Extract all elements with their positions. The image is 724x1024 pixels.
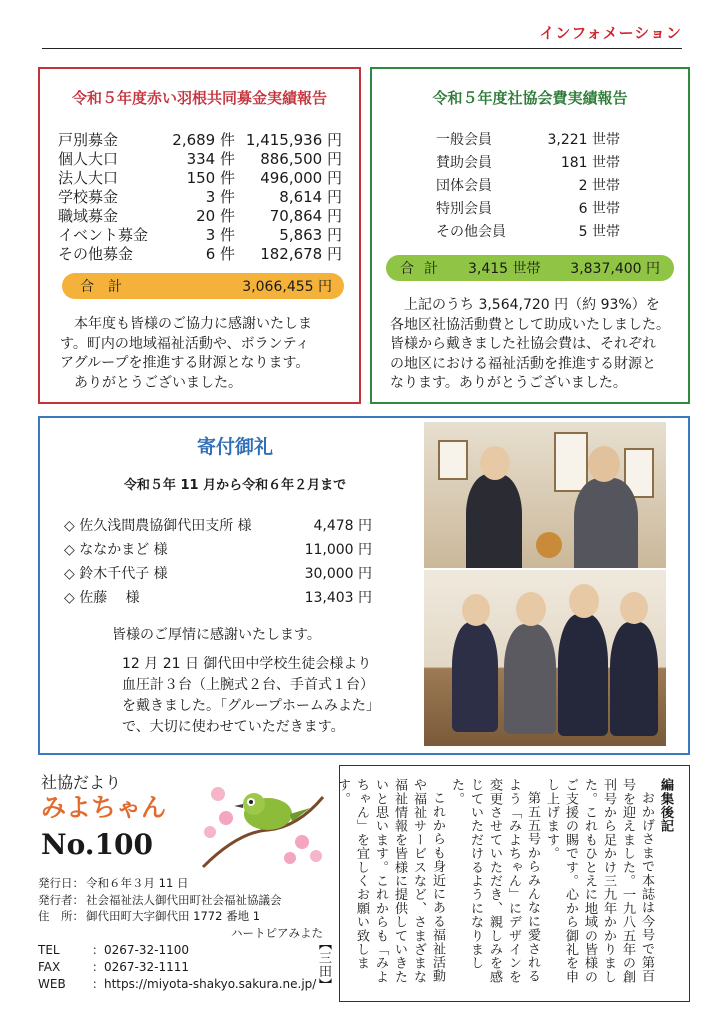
person-head (588, 446, 620, 482)
red-feather-total (62, 273, 344, 299)
colophon-value: 社会福祉法人御代田町社会福祉協議会 (86, 892, 282, 907)
person-head (516, 592, 546, 626)
row-label: 一般会員 (436, 132, 492, 148)
editor-paragraph: おかげさまで本誌は今号で第百号を迎えました。一九八五年の創刊号から足かけ三九年かかりました。これもひとえに地域の皆様のご支援の賜です。心から御礼を申し上げます。 (544, 778, 654, 984)
row-label: その他会員 (436, 224, 506, 240)
section-header-title: インフォメーション (539, 24, 682, 42)
table-row (436, 152, 620, 175)
donation-thanks-section (38, 416, 690, 755)
table-row (58, 150, 342, 169)
message-line: す。町内の地域福祉活動や、ボランティ (60, 335, 310, 352)
row-label: その他募金 (58, 245, 134, 263)
row-label: 学校募金 (58, 188, 119, 206)
contact-info (38, 942, 316, 993)
message-line: 各地区社協活動費として助成いたしました。 (390, 316, 670, 333)
table-row (58, 245, 342, 264)
row-amount: 496,000 円 (260, 169, 342, 187)
membership-total (386, 255, 674, 281)
donor-name: ◇ ななかまど 様 (64, 542, 168, 558)
total-count: 3,415 世帯 (468, 261, 541, 277)
editor-note-text (314, 778, 675, 992)
row-count: 2,689 件 (172, 131, 235, 149)
message-line: ありがとうございました。 (74, 374, 242, 391)
person-figure (610, 622, 658, 736)
bird-on-blossom-illustration (198, 772, 328, 872)
row-label: 団体会員 (436, 178, 492, 194)
colophon (38, 875, 323, 941)
editor-paragraph: 第五五号からみんなに愛されるよう「みよちゃん」にデザインを変更させていただき、親しみを感じていただけるようになりました。 (449, 778, 540, 984)
total-label: 合計 (80, 279, 136, 295)
red-feather-table (58, 131, 342, 264)
list-item (64, 562, 372, 586)
row-count: 3,221 世帯 (547, 132, 620, 148)
contact-row (38, 959, 316, 976)
editor-paragraph: これからも身近にある福祉活動や福祉サービスなど、さまざまな福祉情報を皆様に提供していきたいと思います。これからも「みよちゃん」を宜しくお願い致します。 (335, 778, 445, 984)
detail-line: 12 月 21 日 御代田中学校生徒会様より (122, 656, 372, 672)
person-figure (466, 474, 522, 568)
row-label: 法人大口 (58, 169, 119, 187)
row-count: 2 世帯 (578, 178, 620, 194)
colophon-row (38, 925, 323, 942)
row-label: 賛助会員 (436, 155, 492, 171)
contact-row (38, 976, 316, 993)
row-count: 5 世帯 (578, 224, 620, 240)
row-amount: 182,678 円 (260, 245, 342, 263)
row-count: 6 件 (205, 245, 235, 263)
row-count: 181 世帯 (560, 155, 620, 171)
list-item (64, 514, 372, 538)
colophon-key: 発行者： (38, 892, 84, 907)
donor-name: ◇ 佐久浅間農協御代田支所 様 (64, 518, 252, 534)
row-amount: 8,614 円 (279, 188, 342, 206)
colophon-value: ハートピアみよた (231, 925, 323, 940)
membership-table (436, 129, 620, 244)
contact-fax: ：0267-32-1111 (92, 960, 190, 974)
table-row (436, 221, 620, 244)
row-count: 3 件 (205, 188, 235, 206)
red-feather-title: 令和５年度赤い羽根共同募金実績報告 (71, 89, 327, 107)
row-count: 150 件 (186, 169, 235, 187)
colophon-row (38, 892, 323, 909)
message-line: の地区における福祉活動を推進する財源と (390, 355, 656, 372)
person-head (480, 446, 510, 480)
wall-frame (554, 432, 588, 492)
donation-photo-handover (424, 422, 666, 568)
colophon-key: 発行日： (38, 876, 84, 890)
table-row (58, 188, 342, 207)
membership-message (390, 296, 676, 394)
row-label: 職域募金 (58, 207, 119, 225)
donation-photo-group (424, 570, 666, 746)
contact-tel: ：0267-32-1100 (92, 943, 190, 957)
table-row (436, 198, 620, 221)
person-figure (558, 614, 608, 736)
donor-amount: 4,478 円 (313, 518, 372, 534)
flower-vase (536, 532, 562, 558)
donor-amount: 11,000 円 (304, 542, 372, 558)
message-line: 上記のうち 3,564,720 円（約 93%）を (404, 297, 660, 313)
donor-name: ◇ 佐藤 様 (64, 590, 140, 606)
contact-row (38, 942, 316, 959)
person-figure (574, 478, 638, 568)
message-line: アグループを推進する財源となります。 (60, 355, 310, 371)
message-line: 皆様から戴きました社協会費は、それぞれ (390, 336, 656, 352)
red-feather-message (60, 315, 345, 393)
total-amount: 3,066,455 円 (242, 279, 332, 295)
newsletter-name: みよちゃん (41, 793, 167, 822)
list-item (64, 586, 372, 610)
header-rule (42, 48, 682, 49)
membership-report (370, 67, 690, 404)
person-head (620, 592, 648, 624)
donor-list (64, 514, 372, 610)
issue-number: No.100 (41, 828, 153, 861)
editor-note (316, 765, 690, 1002)
table-row (58, 169, 342, 188)
row-amount: 886,500 円 (260, 150, 342, 168)
donation-title: 寄付御礼 (196, 436, 273, 458)
editor-note-title: 編集後記 (658, 778, 673, 833)
donor-name: ◇ 鈴木千代子 様 (64, 566, 168, 582)
row-amount: 5,863 円 (279, 226, 342, 244)
total-amount: 3,837,400 円 (570, 261, 660, 277)
donation-detail (122, 654, 380, 738)
message-line: なります。ありがとうございました。 (390, 375, 627, 391)
list-item (64, 538, 372, 562)
total-label: 合計 (400, 261, 448, 277)
colophon-row (38, 908, 323, 925)
contact-key: WEB (38, 977, 66, 991)
row-amount: 70,864 円 (269, 207, 342, 225)
detail-line: 血圧計３台（上腕式２台、手首式１台） (122, 677, 374, 693)
donation-thanks: 皆様のご厚情に感謝いたします。 (112, 627, 321, 643)
contact-key: FAX (38, 960, 61, 974)
table-row (58, 226, 342, 245)
donation-period: 令和５年 11 月から令和６年２月まで (123, 478, 347, 493)
row-amount: 1,415,936 円 (245, 131, 342, 149)
editor-signature: 【三田】 (316, 937, 331, 992)
colophon-value: 令和６年３月 11 日 (86, 876, 189, 890)
table-row (436, 129, 620, 152)
contact-key: TEL (38, 943, 60, 957)
row-count: 3 件 (205, 226, 235, 244)
colophon-key: 住 所： (38, 909, 84, 923)
row-count: 6 世帯 (578, 201, 620, 217)
colophon-row (38, 875, 323, 892)
wall-frame (438, 440, 468, 480)
contact-web: ：https://miyota-shakyo.sakura.ne.jp/ (92, 977, 317, 991)
colophon-value: 御代田町大字御代田 1772 番地 1 (86, 909, 261, 923)
red-feather-report (38, 67, 361, 404)
row-label: 戸別募金 (58, 131, 119, 149)
table-row (58, 207, 342, 226)
membership-title: 令和５年度社協会費実績報告 (432, 89, 628, 107)
row-label: 特別会員 (436, 201, 492, 217)
row-count: 334 件 (186, 150, 235, 168)
person-figure (452, 622, 498, 732)
person-head (462, 594, 490, 626)
newsletter-masthead (38, 770, 328, 890)
row-label: イベント募金 (58, 226, 149, 244)
newsletter-tagline: 社協だより (41, 773, 122, 792)
table-row (58, 131, 342, 150)
row-count: 20 件 (196, 207, 235, 225)
donor-amount: 13,403 円 (304, 590, 372, 606)
detail-line: を戴きました。「グループホームみよた」 (122, 698, 380, 714)
row-label: 個人大口 (58, 150, 119, 168)
table-row (436, 175, 620, 198)
person-head (569, 584, 599, 618)
donor-amount: 30,000 円 (304, 566, 372, 582)
detail-line: で、大切に使わせていただきます。 (122, 719, 345, 735)
message-line: 本年度も皆様のご協力に感謝いたしま (74, 316, 312, 332)
person-figure (504, 624, 556, 734)
